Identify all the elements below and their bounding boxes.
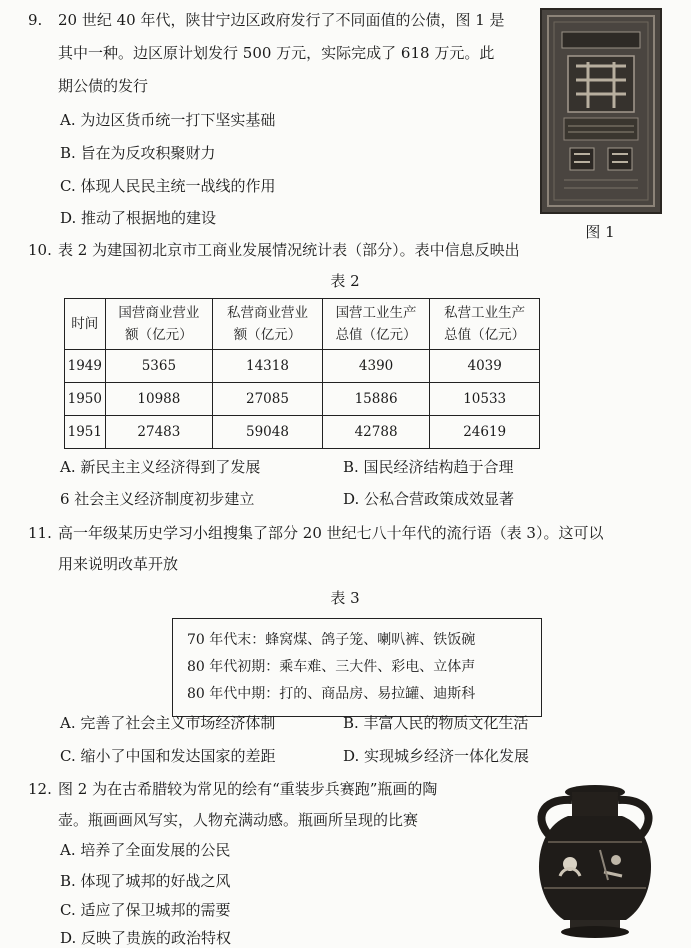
q10-option-c: 6 社会主义经济制度初步建立 (60, 490, 255, 508)
header-private-industry: 私营工业生产 总值（亿元） (430, 299, 540, 350)
slang-line: 70 年代末：蜂窝煤、鸽子笼、喇叭裤、铁饭碗 (187, 632, 476, 648)
table-row: 1950 10988 27085 15886 10533 (65, 383, 540, 416)
q11-option-b: B. 丰富人民的物质文化生活 (343, 714, 529, 732)
q12-option-d: D. 反映了贵族的政治特权 (60, 929, 232, 947)
slang-line: 80 年代初期：乘车难、三大件、彩电、立体声 (187, 659, 476, 675)
header-state-industry: 国营工业生产 总值（亿元） (322, 299, 430, 350)
q10-number: 10. (28, 241, 52, 259)
q9-option-c: C. 体现人民民主统一战线的作用 (60, 177, 276, 195)
q9-number: 9. (28, 11, 43, 29)
slang-line: 80 年代中期：打的、商品房、易拉罐、迪斯科 (187, 686, 476, 702)
q10-stem: 10. 表 2 为建国初北京市工商业发展情况统计表（部分）。表中信息反映出 (28, 241, 520, 259)
q11-option-c: C. 缩小了中国和发达国家的差距 (60, 747, 276, 765)
amphora-image (520, 780, 670, 940)
q11-stem-line-2: 用来说明改革开放 (58, 555, 179, 573)
q10-option-b: B. 国民经济结构趋于合理 (343, 458, 514, 476)
table-row: 1951 27483 59048 42788 24619 (65, 416, 540, 449)
q9-option-b: B. 旨在为反攻积聚财力 (60, 144, 216, 162)
header-private-commerce: 私营商业营业 额（亿元） (213, 299, 323, 350)
q11-stem-line-1: 11. 高一年级某历史学习小组搜集了部分 20 世纪七八十年代的流行语（表 3）。这可以 (28, 524, 604, 542)
q11-number: 11. (28, 524, 52, 542)
q11-option-a: A. 完善了社会主义市场经济体制 (60, 714, 276, 732)
q12-stem-line-2: 壶。瓶画画风写实，人物充满动感。瓶画所呈现的比赛 (58, 811, 419, 829)
bond-illustration (542, 10, 660, 212)
q12-stem-line-1: 12. 图 2 为在古希腊较为常见的绘有“重装步兵赛跑”瓶画的陶 (28, 780, 438, 798)
q11-option-d: D. 实现城乡经济一体化发展 (343, 747, 530, 765)
amphora-illustration (520, 780, 670, 940)
table-header-row (65, 299, 540, 350)
q9-stem-line-2: 其中一种。边区原计划发行 500 万元，实际完成了 618 万元。此 (58, 44, 495, 62)
q12-option-b: B. 体现了城邦的好战之风 (60, 872, 231, 890)
bond-image (540, 8, 662, 214)
q12-option-a: A. 培养了全面发展的公民 (60, 841, 231, 859)
header-time: 时间 (65, 299, 106, 350)
q12-option-c: C. 适应了保卫城邦的需要 (60, 901, 231, 919)
q9-stem-line-1: 9. 20 世纪 40 年代，陕甘宁边区政府发行了不同面值的公债，图 1 是 (28, 11, 505, 29)
q9-stem-line-3: 期公债的发行 (58, 77, 149, 95)
q12-number: 12. (28, 780, 52, 798)
table-row: 1949 5365 14318 4390 4039 (65, 350, 540, 383)
q9-option-a: A. 为边区货币统一打下坚实基础 (60, 111, 276, 129)
figure-1-caption: 图 1 (585, 223, 615, 241)
stats-table (64, 298, 540, 449)
slang-table (172, 618, 542, 717)
q9-option-d: D. 推动了根据地的建设 (60, 209, 217, 227)
table-3-title: 表 3 (330, 589, 360, 607)
q10-option-d: D. 公私合营政策成效显著 (343, 490, 515, 508)
table-2-title: 表 2 (330, 272, 360, 290)
header-state-commerce: 国营商业营业 额（亿元） (105, 299, 213, 350)
q10-option-a: A. 新民主主义经济得到了发展 (60, 458, 261, 476)
